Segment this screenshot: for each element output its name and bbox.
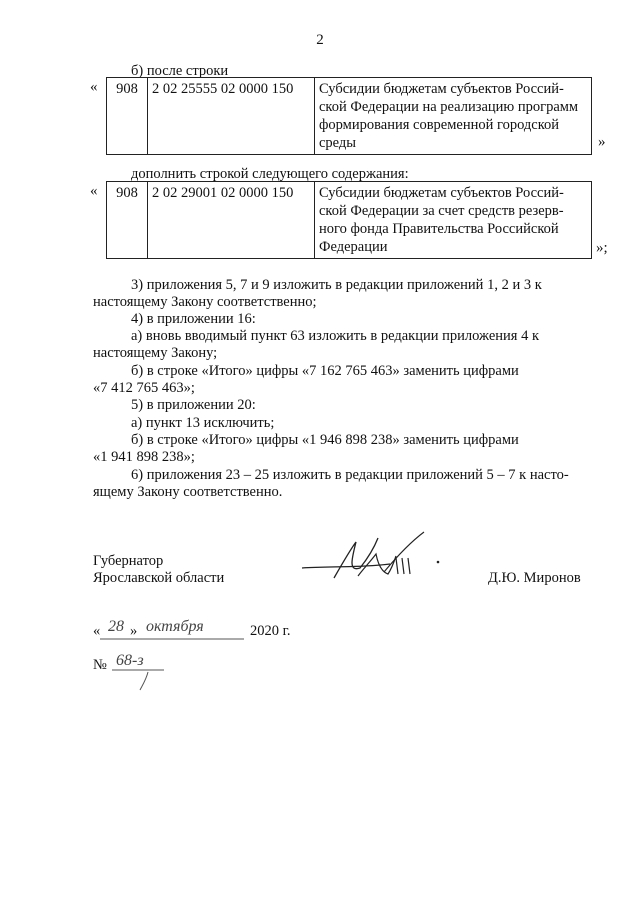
date-day-handwritten: 28 bbox=[108, 618, 124, 635]
date-year: 2020 г. bbox=[250, 623, 291, 639]
row2-desc-line: ской Федерации за счет средств резерв- bbox=[319, 203, 564, 219]
paragraph-line: 3) приложения 5, 7 и 9 изложить в редакции приложений 1, 2 и 3 к bbox=[131, 277, 542, 293]
row2-desc-line: Федерации bbox=[319, 239, 388, 255]
paragraph-line: настоящему Закону соответственно; bbox=[93, 294, 317, 310]
paragraph-line: 6) приложения 23 – 25 изложить в редакции приложений 5 – 7 к насто- bbox=[131, 467, 569, 483]
row2-kbk-code: 2 02 29001 02 0000 150 bbox=[148, 182, 315, 259]
paragraph-line: «7 412 765 463»; bbox=[93, 380, 195, 396]
row1-desc-line: ской Федерации на реализацию программ bbox=[319, 99, 579, 115]
date-month-handwritten: октября bbox=[146, 618, 204, 635]
row2-admin-code: 908 bbox=[107, 182, 148, 259]
row1-desc-line: формирования современной городской bbox=[319, 117, 560, 133]
row1-desc-line: Субсидии бюджетам субъектов Россий- bbox=[319, 81, 564, 97]
row1-kbk-code: 2 02 25555 02 0000 150 bbox=[148, 78, 315, 155]
paragraph-line: а) пункт 13 исключить; bbox=[131, 415, 275, 431]
date-underline bbox=[100, 638, 250, 642]
page-number: 2 bbox=[316, 32, 324, 48]
table-row bbox=[107, 78, 592, 155]
paragraph-line: «1 941 898 238»; bbox=[93, 449, 195, 465]
row2-open-quote: « bbox=[90, 183, 98, 199]
paragraph-line: 4) в приложении 16: bbox=[131, 311, 256, 327]
table-row bbox=[107, 182, 592, 259]
row2-desc-line: ного фонда Правительства Российской bbox=[319, 221, 559, 237]
signatory-title-line2: Ярославской области bbox=[93, 570, 225, 586]
row1-table bbox=[106, 77, 592, 155]
paragraph-line: ящему Закону соответственно. bbox=[93, 484, 283, 500]
row2-desc-line: Субсидии бюджетам субъектов Россий- bbox=[319, 185, 564, 201]
date-close-quote: » bbox=[130, 623, 138, 639]
signatory-name: Д.Ю. Миронов bbox=[488, 570, 581, 586]
row2-close-quote: »; bbox=[596, 240, 608, 256]
row1-close-quote: » bbox=[598, 134, 606, 150]
law-number-handwritten: 68-з bbox=[116, 652, 144, 669]
paragraph-line: б) в строке «Итого» цифры «1 946 898 238» заменить цифрами bbox=[131, 432, 519, 448]
paragraph-line: а) вновь вводимый пункт 63 изложить в редакции приложения 4 к bbox=[131, 328, 539, 344]
date-open-quote: « bbox=[93, 623, 101, 639]
paragraph-line: 5) в приложении 20: bbox=[131, 397, 256, 413]
paragraph-line: б) в строке «Итого» цифры «7 162 765 463» заменить цифрами bbox=[131, 363, 519, 379]
number-underline bbox=[112, 668, 172, 694]
row2-table bbox=[106, 181, 592, 259]
row2-description bbox=[315, 182, 592, 259]
row1-desc-line: среды bbox=[319, 135, 357, 151]
intro-after-row: б) после строки bbox=[131, 63, 229, 79]
handwritten-signature bbox=[298, 528, 458, 598]
row1-admin-code: 908 bbox=[107, 78, 148, 155]
law-number-label: № bbox=[93, 657, 107, 673]
row1-description bbox=[315, 78, 592, 155]
paragraph-line: настоящему Закону; bbox=[93, 345, 218, 361]
signatory-title-line1: Губернатор bbox=[93, 553, 164, 569]
row1-open-quote: « bbox=[90, 79, 98, 95]
add-row-text: дополнить строкой следующего содержания: bbox=[131, 166, 409, 182]
